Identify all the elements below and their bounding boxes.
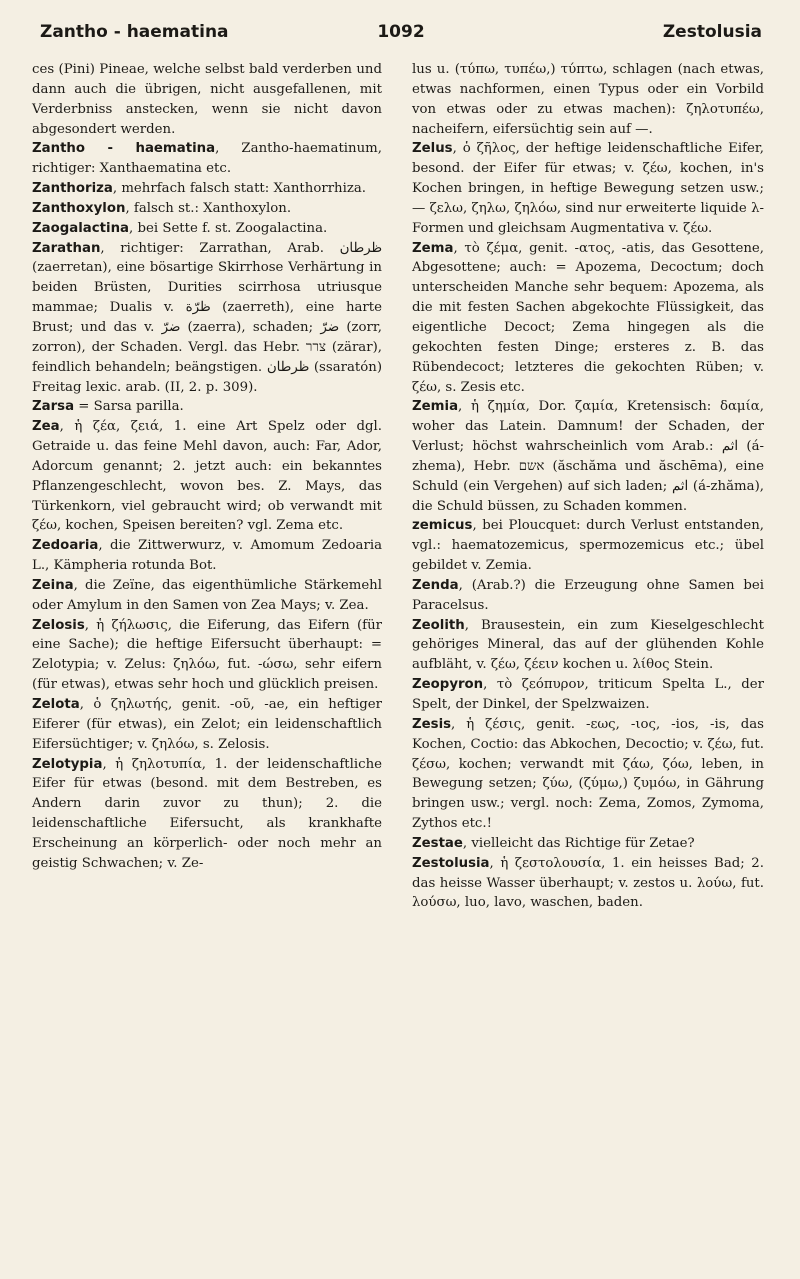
entry-zenda: Zenda, (Arab.?) die Erzeugung ohne Samen bei Paracelsus. (412, 577, 764, 613)
entry-zelota: Zelota, ὁ ζηλωτής, genit. -οῦ, -ae, ein heftiger Eiferer (für etwas), ein Zelot; ein leidenschaftlich Eifersüchtiger; v. ζηλόω, s. Zelosis. (32, 697, 382, 752)
entry-zelus: Zelus, ὁ ζῆλος, der heftige leidenschaftliche Eifer, besond. der Eifer für etwas; v. ζέω, kochen, in's Kochen bringen, in heftige Bewegung setzen usw.; — ζελω, ζηλω, ζηλόω, sind nur erweiterte liquide λ-Formen und gleichsam Augmentativa v. ζέω. (412, 141, 764, 236)
entry-zemia: Zemia, ἡ ζημία, Dor. ζαμία, Kretensisch: δαμία, woher das Latein. Damnum! der Schaden, der Verlust; höchst wahrscheinlich vom Arab.: اثم (á-zhema), Hebr. אשם (ăschăma und ăschēma), eine Schuld (ein Vergehen) auf sich laden; اثم (á-zhăma), die Schuld büssen, zu Schaden kommen. (412, 399, 764, 514)
headword: Zanthoxylon (32, 200, 126, 216)
headword: Zema (412, 240, 454, 256)
headword: Zaogalactina (32, 220, 130, 236)
running-header (40, 22, 762, 48)
entry-zelotypia: Zelotypia, ἡ ζηλοτυπία, 1. der leidenschaftliche Eifer für etwas (besond. mit dem Bestreben, es Andern darin zuvor zu thun); 2. die leidenschaftliche Eifersucht, als krankhafte Erscheinung an körperlich- oder noch mehr an geistig Schwachen; v. Ze- (32, 756, 382, 871)
headword: Zelus (412, 141, 453, 157)
headword: Zestae (412, 835, 463, 851)
entry-zantho-haematina: Zantho - haematina, Zantho-haematinum, richtiger: Xanthaematina etc. (32, 141, 382, 177)
headword: Zestolusia (412, 855, 490, 871)
headword: Zarsa (32, 399, 75, 415)
entry-zelosis: Zelosis, ἡ ζήλωσις, die Eiferung, das Eifern (für eine Sache); die heftige Eifersucht überhaupt: = Zelotypia; v. Zelus: ζηλόω, fut. -ώσω, sehr eifern (für etwas), etwas sehr hoch und glücklich preisen. (32, 617, 382, 693)
page-number: 1092 (377, 22, 425, 42)
entry-zarathan: Zarathan, richtiger: Zarrathan, Arab. ظرطان (zaerretan), eine bösartige Skirrhose Verhärtung in beiden Brüsten, Durities scirrhosa utriusque mammae; Dualis v. ظرّة (zaerreth), eine harte Brust; und das v. ضرّ (zaerra), schaden; ضرّ (zorr, zorron), der Schaden. Vergl. das Hebr. צרר (zärar), feindlich behandeln; beängstigen. ظرطان (ssaratón) Freitag lexic. arab. (II, 2. p. 309). (32, 240, 383, 395)
right-column (412, 60, 764, 913)
header-left-guideword: Zantho - haematina (40, 22, 229, 42)
headword: Zenda (412, 577, 459, 593)
headword: Zanthoriza (32, 181, 113, 197)
entry-zestae: Zestae, vielleicht das Richtige für Zetae? (412, 835, 695, 851)
headword: Zemia (412, 399, 459, 415)
entry-zanthoriza: Zanthoriza, mehrfach falsch statt: Xanthorrhiza. (32, 181, 367, 197)
headword: Zelosis (32, 617, 85, 633)
headword: Zea (32, 419, 60, 435)
headword: Zeolith (412, 617, 465, 633)
headword: Zeopyron (412, 677, 484, 693)
entry-zarsa: Zarsa = Sarsa parilla. (32, 399, 184, 415)
entry-zestolusia: Zestolusia, ἡ ζεστολουσία, 1. ein heisses Bad; 2. das heisse Wasser überhaupt; v. zestos u. λούω, fut. λούσω, luo, lavo, waschen, baden. (412, 855, 764, 911)
entry-zaogalactina: Zaogalactina, bei Sette f. st. Zoogalactina. (32, 220, 328, 236)
headword: Zesis (412, 716, 452, 732)
entry-zanthoxylon: Zanthoxylon, falsch st.: Xanthoxylon. (32, 200, 292, 216)
entry-zelotypia-continuation: lus u. (τύπω, τυπέω,) τύπτω, schlagen (nach etwas, etwas nachformen, einen Typus oder ein Vorbild von etwas oder zu etwas machen): ζηλοτυπέω, nacheifern, eifersüchtig sein auf —. (412, 62, 764, 137)
entry-zea: Zea, ἡ ζέα, ζειά, 1. eine Art Spelz oder dgl. Getraide u. das feine Mehl davon, auch: Far, Ador, Adorcum genannt; 2. jetzt auch: ein bekanntes Pflanzengeschlecht, wovon bes. Z. Mays, das Türkenkorn, viel gebraucht wird; ob verwandt mit ζέω, kochen, Speisen bereiten? vgl. Zema etc. (32, 419, 382, 534)
entry-zedoaria: Zedoaria, die Zittwerwurz, v. Amomum Zedoaria L., Kämpheria rotunda Bot. (32, 538, 382, 574)
entry-zeopyron: Zeopyron, τὸ ζεόπυρον, triticum Spelta L., der Spelt, der Dinkel, der Spelzwaizen. (412, 677, 764, 712)
headword: Zedoaria (32, 538, 99, 554)
headword: Zeina (32, 577, 74, 593)
headword: zemicus (412, 518, 473, 534)
left-column (32, 60, 382, 874)
entry-zema: Zema, τὸ ζέμα, genit. -ατος, -atis, das Gesottene, Abgesottene; auch: = Apozema, Decoctum; doch unterscheiden Manche sehr bequem: Apozema, als die mit festen Sachen abgekochte Flüssigkeit, das eigentliche Decoct; Zema hingegen als die gekochten festen Dinge; ersteres z. B. das Rübendecoct; letzteres die gekochten Rüben; v. ζέω, s. Zesis etc. (412, 240, 764, 395)
entry-zeolith: Zeolith, Brausestein, ein zum Kieselgeschlecht gehöriges Mineral, das auf der glühenden Kohle aufbläht, v. ζέω, ζέειν kochen u. λίθος Stein. (412, 617, 764, 673)
headword: Zantho - haematina (32, 141, 216, 157)
entry-zemicus: zemicus, bei Ploucquet: durch Verlust entstanden, vgl.: haematozemicus, spermozemicus etc.; übel gebildet v. Zemia. (412, 518, 764, 574)
entry-zesis: Zesis, ἡ ζέσις, genit. -εως, -ιος, -ios, -is, das Kochen, Coctio: das Abkochen, Decoctio; v. ζέω, fut. ζέσω, kochen; verwandt mit ζάω, ζόω, leben, in Bewegung setzen; ζύω, (ζύμω,) ζυμόω, in Gährung bringen usw.; vergl. noch: Zema, Zomos, Zymoma, Zythos etc.! (412, 716, 764, 832)
header-right-guideword: Zestolusia (662, 22, 762, 42)
headword: Zelotypia (32, 756, 103, 772)
headword: Zarathan (32, 240, 101, 256)
entry-pineae-continuation: ces (Pini) Pineae, welche selbst bald verderben und dann auch die übrigen, nicht ausgefallenen, mit Verderbniss anstecken, wenn sie nicht davon abgesondert werden. (32, 62, 382, 137)
entry-zeina: Zeina, die Zeïne, das eigenthümliche Stärkemehl oder Amylum in den Samen von Zea Mays; v. Zea. (32, 577, 382, 613)
headword: Zelota (32, 697, 80, 712)
